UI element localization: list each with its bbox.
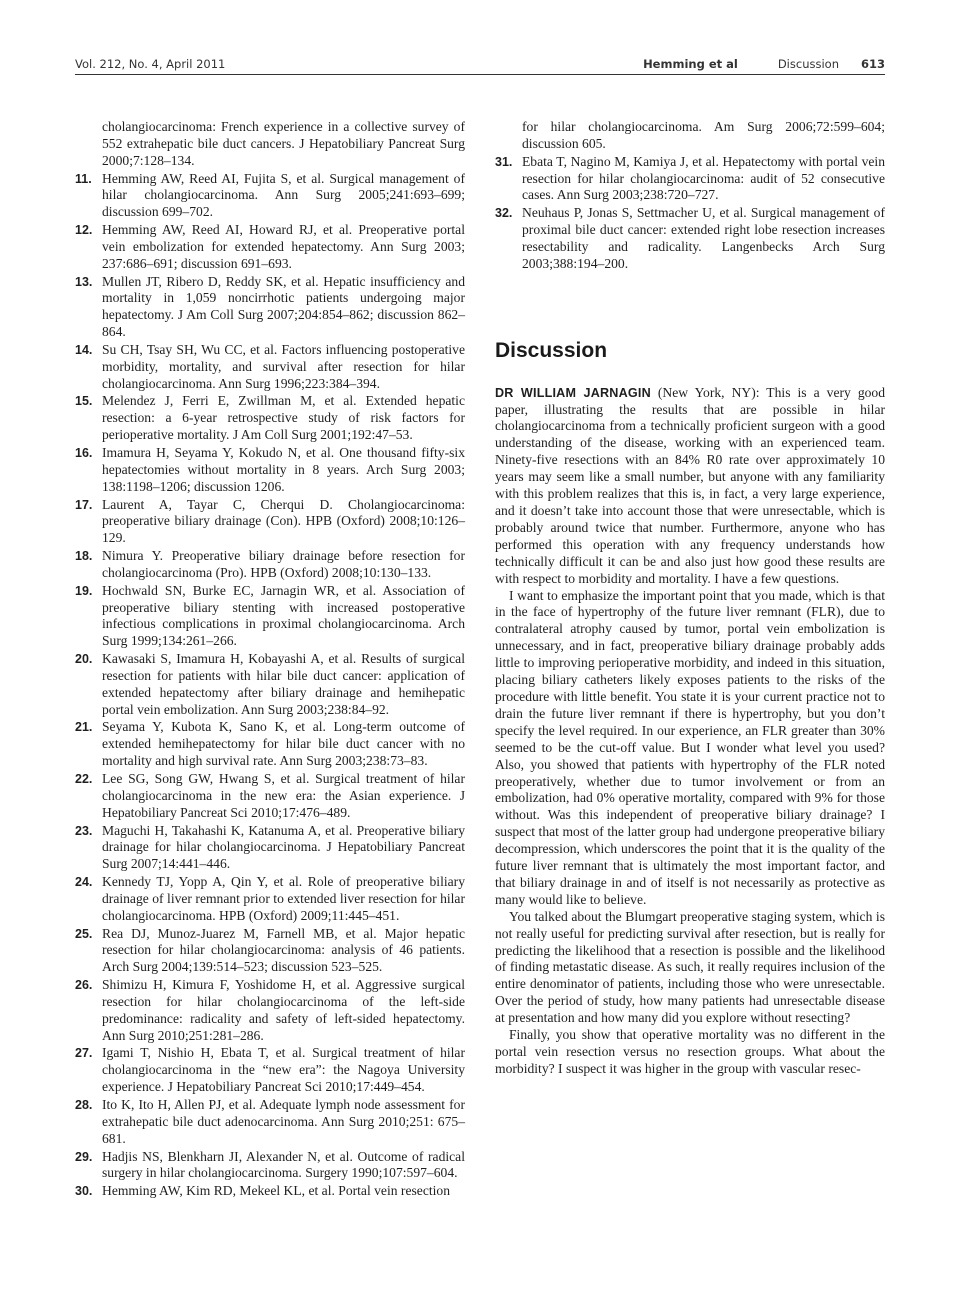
right-column <box>495 119 885 1078</box>
discussion-paragraph <box>495 385 885 588</box>
reference-item <box>75 583 465 651</box>
reference-text: Kawasaki S, Imamura H, Kobayashi A, et al. Results of surgical resection for patients with hilar bile duct cancer: application of extended hepatectomy after biliary drainage and hemihepatic portal vein embolization. Ann Surg 2003;238:84–92. <box>102 651 465 717</box>
reference-text: Laurent A, Tayar C, Cherqui D. Cholangiocarcinoma: preoperative biliary drainage (Con). HPB (Oxford) 2008;10:126–129. <box>102 496 465 546</box>
reference-item <box>75 719 465 770</box>
reference-item <box>75 497 465 548</box>
reference-number: 22. <box>75 772 93 786</box>
reference-item <box>495 154 885 205</box>
reference-text: Igami T, Nishio H, Ebata T, et al. Surgical treatment of hilar cholangiocarcinoma in the “new era”: the Nagoya University experience. J Hepatobiliary Pancreat Sci 2010;17:449–454. <box>102 1045 465 1095</box>
reference-item <box>75 548 465 582</box>
reference-number: 28. <box>75 1098 93 1112</box>
reference-item <box>75 342 465 393</box>
discussion-heading: Discussion <box>495 338 608 362</box>
reference-text: Seyama Y, Kubota K, Sano K, et al. Long-term outcome of extended hemihepatectomy for hilar bile duct cancer with no mortality and high survival rate. Ann Surg 2003;238:73–83. <box>102 719 465 769</box>
reference-number: 21. <box>75 720 93 735</box>
reference-text: Neuhaus P, Jonas S, Settmacher U, et al. Surgical management of proximal bile duct cancer: extended right lobe resection increases resectability and radicality. Langenbecks Arch Surg 2003;388:194–200. <box>522 205 885 271</box>
reference-list-right <box>495 154 885 273</box>
reference-text: Imamura H, Seyama Y, Kokudo N, et al. One thousand fifty-six hepatectomies without mortality in 8 years. Arch Surg 2003; 138:1198–1206; discussion 1206. <box>102 445 465 494</box>
speaker-name: DR WILLIAM JARNAGIN <box>495 385 651 400</box>
reference-number: 17. <box>75 497 93 512</box>
reference-number: 14. <box>75 342 93 357</box>
reference-item <box>75 445 465 496</box>
header-right <box>643 57 885 71</box>
reference-text: Lee SG, Song GW, Hwang S, et al. Surgical treatment of hilar cholangiocarcinoma in the new era: the Asian experience. J Hepatobiliary Pancreat Sci 2010;17:476–489. <box>102 771 465 820</box>
reference-list-left <box>75 171 465 1201</box>
reference-item <box>75 823 465 874</box>
running-header <box>75 55 885 75</box>
reference-number: 13. <box>75 274 93 289</box>
running-section: Discussion <box>777 57 839 71</box>
reference-continuation: for hilar cholangiocarcinoma. Am Surg 2006;72:599–604; discussion 605. <box>522 119 885 151</box>
reference-item <box>75 1149 465 1183</box>
reference-text: Hochwald SN, Burke EC, Jarnagin WR, et al. Association of preoperative biliary stenting with increased postoperative infectious complications in proximal cholangiocarcinoma. Arch Surg 1999;134:261–266. <box>102 582 465 649</box>
reference-text: Shimizu H, Kimura F, Yoshidome H, et al. Aggressive surgical resection for hilar cholangiocarcinoma of the left-side predominance: radicality and safety of left-sided hepatectomy. Ann Surg 2010;251:281–286. <box>102 977 465 1043</box>
reference-number: 27. <box>75 1046 93 1061</box>
reference-continuation: cholangiocarcinoma: French experience in a collective survey of 552 extrahepatic bile duct cancers. J Hepatobiliary Pancreat Surg 2000;7:128–134. <box>102 119 465 168</box>
reference-number: 12. <box>75 223 93 238</box>
discussion-paragraph: You talked about the Blumgart preoperative staging system, which is not really useful for predicting survival after resection, but is really for predicting the likelihood that a resection is possible and the likelihood of finding metastatic disease. As such, it really requires inclusion of the entire denominator of patients, including those who were unresectable. Over the period of study, how many patients had unresectable disease at presentation and how many did you explore without resecting? <box>495 908 885 1026</box>
reference-number: 16. <box>75 446 93 460</box>
reference-number: 24. <box>75 875 93 890</box>
reference-item <box>75 1183 465 1200</box>
reference-item <box>75 393 465 444</box>
reference-number: 29. <box>75 1149 93 1164</box>
reference-number: 30. <box>75 1184 93 1199</box>
reference-number: 25. <box>75 926 93 941</box>
reference-number: 31. <box>495 154 513 169</box>
reference-text: Ebata T, Nagino M, Kamiya J, et al. Hepatectomy with portal vein resection for hilar cholangiocarcinoma: audit of 52 consecutive cases. Ann Surg 2003;238:720–727. <box>522 153 885 203</box>
reference-item <box>75 977 465 1045</box>
reference-number: 11. <box>75 171 92 186</box>
running-authors: Hemming et al <box>643 57 738 71</box>
reference-item <box>75 874 465 925</box>
discussion-paragraph: Finally, you show that operative mortality was no different in the portal vein resection versus no resection groups. What about the morbidity? I suspect it was higher in the group with vascular resec- <box>495 1027 885 1076</box>
reference-text: Hemming AW, Reed AI, Fujita S, et al. Surgical management of hilar cholangiocarcinoma. Ann Surg 2005;241:693–699; discussion 699–702. <box>102 170 465 220</box>
reference-text: Rea DJ, Munoz-Juarez M, Farnell MB, et al. Major hepatic resection for hilar cholangiocarcinoma: analysis of 46 patients. Arch Surg 2004;139:514–523; discussion 523–525. <box>102 925 465 975</box>
reference-item <box>75 1097 465 1148</box>
reference-text: Maguchi H, Takahashi K, Katanuma A, et al. Preoperative biliary drainage for hilar cholangiocarcinoma. J Hepatobiliary Pancreat Surg 2007;14:441–446. <box>102 822 465 872</box>
reference-item <box>75 171 465 222</box>
reference-text: Hemming AW, Reed AI, Howard RJ, et al. Preoperative portal vein embolization for extended hepatectomy. Ann Surg 2003; 237:686–691; discussion 691–693. <box>102 222 465 271</box>
reference-text: Kennedy TJ, Yopp A, Qin Y, et al. Role of preoperative biliary drainage of liver remnant prior to extended liver resection for hilar cholangiocarcinoma. HPB (Oxford) 2009;11:445–451. <box>102 874 465 923</box>
header-rule <box>75 74 885 75</box>
reference-text: Nimura Y. Preoperative biliary drainage before resection for cholangiocarcinoma (Pro). HPB (Oxford) 2008;10:130–133. <box>102 548 465 580</box>
reference-item <box>75 651 465 719</box>
reference-item <box>75 926 465 977</box>
page-number: 613 <box>860 57 885 71</box>
paragraph-text: (New York, NY): This is a very good paper, illustrating the results that are possible in hilar cholangiocarcinoma from a technically proficient surgeon with a good understanding of the disease, working with an experienced team. Ninety-five resections with an 84% R0 rate over approximately 10 years may seem like a small number, but anyone with any familiarity with this problem realizes that this is, in fact, a very large experience, and it doesn’t take into account those that were unresectable, which is probably around twice that number. Furthermore, anyone who has performed this operation with any frequency understands how technically difficult it can be and also just how good these results are with respect to morbidity and mortality. I have a few questions. <box>495 384 886 586</box>
left-column <box>75 119 465 1201</box>
reference-text: Hemming AW, Kim RD, Mekeel KL, et al. Portal vein resection <box>102 1183 450 1199</box>
reference-text: Su CH, Tsay SH, Wu CC, et al. Factors influencing postoperative morbidity, mortality, and survival after resection for hilar cholangiocarcinoma. Ann Surg 1996;223:384–394. <box>102 341 465 391</box>
reference-number: 26. <box>75 978 93 993</box>
reference-text: Ito K, Ito H, Allen PJ, et al. Adequate lymph node assessment for extrahepatic bile duct adenocarcinoma. Ann Surg 2010;251: 675–681. <box>102 1097 465 1146</box>
reference-text: Melendez J, Ferri E, Zwillman M, et al. Extended hepatic resection: a 6-year retrospective study of risk factors for perioperative mortality. J Am Coll Surg 2001;192:47–53. <box>102 393 465 443</box>
reference-item <box>75 771 465 822</box>
reference-number: 18. <box>75 549 93 564</box>
reference-number: 32. <box>495 206 513 221</box>
reference-text: Mullen JT, Ribero D, Reddy SK, et al. Hepatic insufficiency and mortality in 1,059 noncirrhotic patients undergoing major hepatectomy. J Am Coll Surg 2007;204:854–862; discussion 862–864. <box>102 273 465 340</box>
reference-item <box>75 222 465 273</box>
discussion-paragraph: I want to emphasize the important point that you made, which is that in the face of hypertrophy of the future liver remnant (FLR), due to contralateral atrophy caused by tumor, portal vein embolization is unnecessary, and in fact, preoperative biliary drainage probably adds little to improving perioperative morbidity, and indeed in this situation, placing biliary catheters likely exposes patients to the risks of the procedure with little benefit. You state it is your current practice not to drain the future liver remnant if there is hypertrophy, but you don’t specify the level required. In our experience, an FLR greater than 30% seemed to be the cut-off value. But I wonder what level you used? Also, you showed that patients with hypertrophy of the FLR noted preoperatively, whether due to tumor involvement or from an embolization, had 0% operative mortality, compared with 9% for those without. Was this independent of preoperative biliary drainage? I suspect that most of the latter group had undergone preoperative biliary decompression, which underscores the point that it is the quality of the future liver remnant that is ultimately the most important factor, and that biliary drainage in and of itself is not necessarily as protective as many would like to believe. <box>495 587 885 907</box>
reference-item <box>75 1045 465 1096</box>
reference-number: 23. <box>75 823 93 838</box>
reference-item <box>75 274 465 342</box>
journal-info: Vol. 212, No. 4, April 2011 <box>75 57 226 71</box>
reference-item <box>495 205 885 273</box>
reference-text: Hadjis NS, Blenkharn JI, Alexander N, et al. Outcome of radical surgery in hilar cholangiocarcinoma. Surgery 1990;107:597–604. <box>102 1148 465 1181</box>
reference-number: 15. <box>75 394 93 409</box>
reference-number: 20. <box>75 652 93 667</box>
reference-number: 19. <box>75 583 93 598</box>
